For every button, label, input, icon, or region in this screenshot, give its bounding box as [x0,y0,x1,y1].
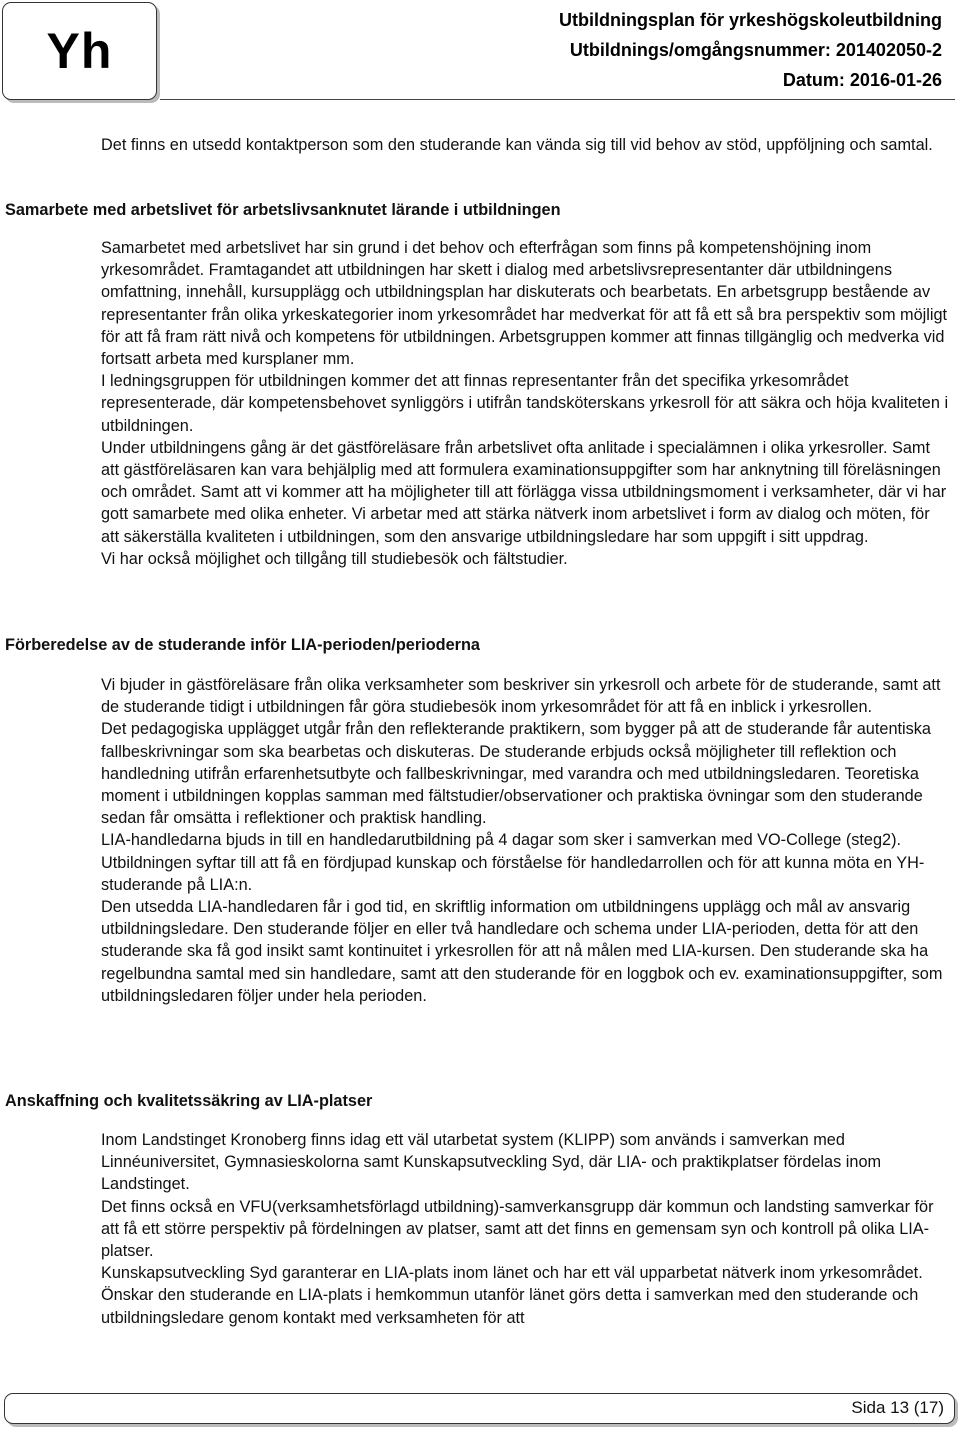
section-heading-arbetslivet: Samarbete med arbetslivet för arbetslivsanknutet lärande i utbildningen [5,201,561,219]
body-paragraph: Inom Landstinget Kronoberg finns idag ett väl utarbetat system (KLIPP) som används i samverkan med Linnéuniversitet, Gymnasieskolorna samt Kunskapsutveckling Syd, där LIA- och praktikplatser fördelas inom Landstinget. [101,1131,882,1194]
body-paragraph: I ledningsgruppen för utbildningen kommer det att finnas representanter från det specifika yrkesområdet representerade, där kompetensbehovet synliggörs i utifrån tandsköterskans yrkesroll för att säkra och höja kvaliteten i utbildningen. [101,372,949,435]
body-paragraph: Det pedagogiska upplägget utgår från den reflekterande praktikern, som bygger på att de studerande får autentiska fallbeskrivningar som ska bearbetas och diskuteras. De studerande erbjuds också möjligheter till reflektion och handledning utifrån erfarenhetsutbyte och fallbeskrivningar, med varandra och med utbildningsledaren. Teoretiska moment i utbildningen kopplas samman med fältstudier/observationer och praktiska övningar som den studerande sedan får omsätta i reflektioner och praktisk handling. [101,720,931,828]
section-body-lia-platser [101,1129,951,1329]
document-title: Utbildningsplan för yrkeshögskoleutbildning [558,10,942,30]
page-footer [4,1393,955,1424]
body-paragraph: LIA-handledarna bjuds in till en handledarutbildning på 4 dagar som sker i samverkan med VO-College (steg2). Utbildningen syftar till att få en fördjupad kunskap och förståelse för handledarrollen och för att kunna möta en YH-studerande på LIA:n. [101,831,925,894]
body-paragraph: Det finns också en VFU(verksamhetsförlagd utbildning)-samverkansgrupp där kommun och landsting samverkar för att få ett större perspektiv på fördelningen av platser, samt att det finns en gemensam syn och kontroll på olika LIA-platser. [101,1197,934,1261]
body-paragraph: Kunskapsutveckling Syd garanterar en LIA-plats inom länet och har ett väl upparbetat nätverk inom yrkesområdet. Önskar den studerande en LIA-plats i hemkommun utanför länet görs detta i samverkan med den studerande och utbildningsledare genom kontakt med verksamheten för att [101,1264,923,1327]
page-number: Sida 13 (17) [851,1398,944,1417]
section-heading-lia-forberedelse: Förberedelse av de studerande inför LIA-perioden/perioderna [5,636,480,654]
logo-text: Yh [46,23,113,79]
section-heading-lia-platser: Anskaffning och kvalitetssäkring av LIA-platser [5,1092,373,1110]
program-number: Utbildnings/omgångsnummer: 201402050-2 [569,40,942,60]
body-paragraph: Under utbildningens gång är det gästföreläsare från arbetslivet ofta anlitade i specialämnen i olika yrkesroller. Samt att gästföreläsaren kan vara behjälplig med att formulera examinationsuppgifter som har anknytning till föreläsningen och området. Samt att vi kommer att ha möjligheter till att förlägga vissa utbildningsmoment i verksamheter, där vi har gott samarbete med olika enheter. Vi arbetar med att stärka nätverk inom arbetslivet i form av dialog och möten, för att säkerställa kvaliteten i utbildningen, som den ansvarige utbildningsledare har som uppgift i sitt uppdrag. [101,438,947,546]
body-paragraph: Den utsedda LIA-handledaren får i god tid, en skriftlig information om utbildningens upplägg och mål av ansvarig utbildningsledare. Den studerande följer en eller två handledare och schema under LIA-perioden, detta för att den studerande ska få god insikt samt kontinuitet i yrkesrollen för att nå målen med LIA-kursen. Den studerande ska ha regelbundna samtal med sin handledare, samt att den studerande för en loggbok och ev. examinationsuppgifter, som utbildningsledaren följer under hela perioden. [101,898,943,1005]
section-body-arbetslivet [101,237,951,570]
body-paragraph: Vi har också möjlighet och tillgång till studiebesök och fältstudier. [101,549,568,568]
intro-paragraph [101,134,951,156]
section-body-lia-forberedelse [101,674,951,1007]
document-date: Datum: 2016-01-26 [782,70,942,90]
body-paragraph: Vi bjuder in gästföreläsare från olika verksamheter som beskriver sin yrkesroll och arbete för de studerande, samt att de studerande tidigt i utbildningen får göra studiebesök inom yrkesområdet för att få en inblick i yrkesrollen. [101,676,941,717]
yh-logo [2,2,157,100]
intro-text: Det finns en utsedd kontaktperson som den studerande kan vända sig till vid behov av stöd, uppföljning och samtal. [101,136,933,154]
header-divider [160,99,955,100]
body-paragraph: Samarbetet med arbetslivet har sin grund i det behov och efterfrågan som finns på kompetenshöjning inom yrkesområdet. Framtagandet att utbildningen har skett i dialog med arbetslivsrepresentanter där utbildningens omfattning, innehåll, kursupplägg och utbildningsplan har diskuterats och bearbetats. En arbetsgrupp bestående av representanter från olika yrkeskategorier inom yrkesområdet har medverkat för att få ett så bra perspektiv som möjligt för att få fram rätt nivå och kompetens för utbildningen. Arbetsgruppen kommer att finnas tillgänglig och medverka vid fortsatt arbeta med kursplaner mm. [101,239,948,369]
